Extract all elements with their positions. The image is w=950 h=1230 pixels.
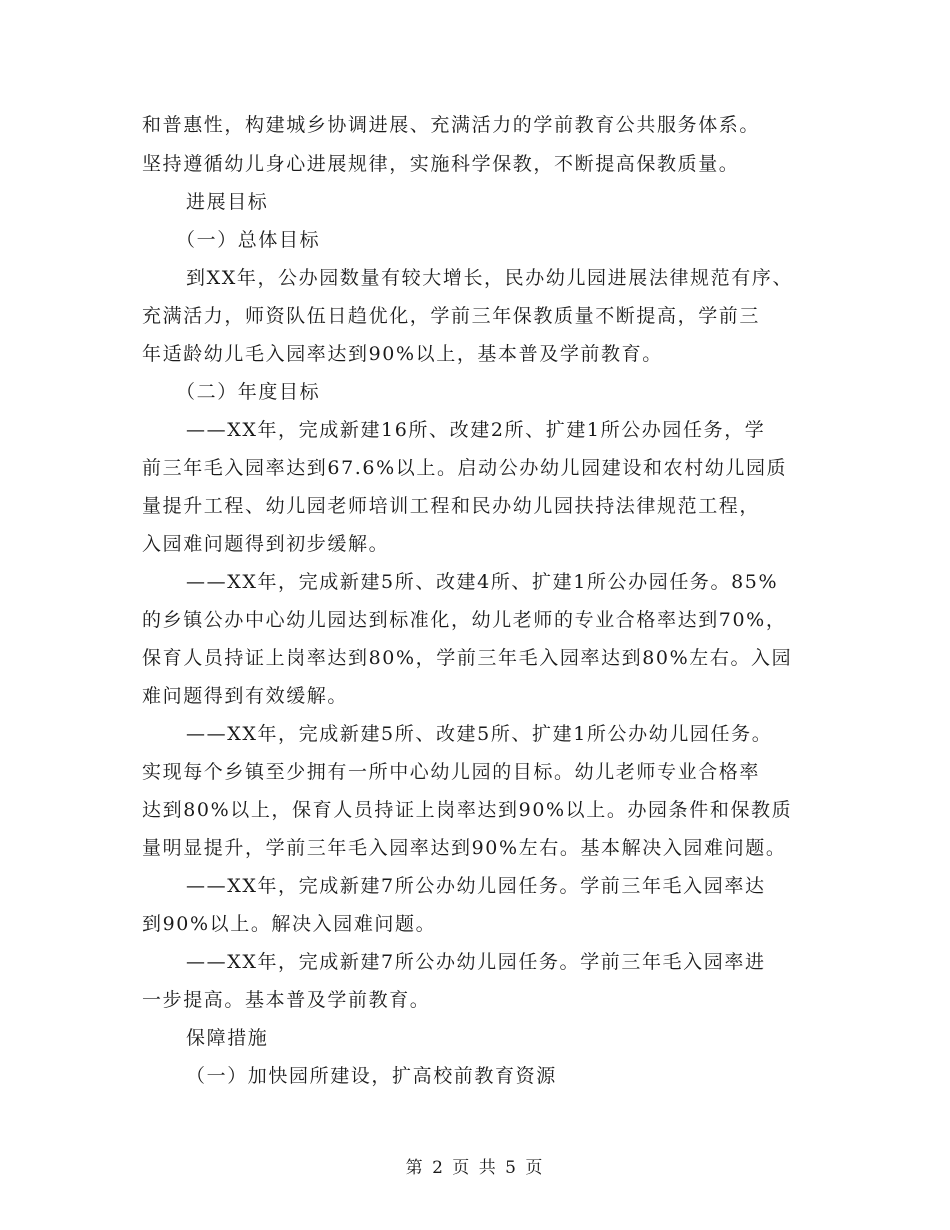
section-heading: 保障措施 bbox=[186, 1027, 269, 1049]
text-line: 坚持遵循幼儿身心进展规律，实施科学保教，不断提高保教质量。 bbox=[142, 153, 740, 175]
text-line: 达到80%以上，保育人员持证上岗率达到90%以上。办园条件和保教质 bbox=[142, 799, 793, 821]
text-line: 保育人员持证上岗率达到80%，学前三年毛入园率达到80%左右。入园 bbox=[142, 647, 793, 669]
text-line: 入园难问题得到初步缓解。 bbox=[142, 533, 390, 555]
text-line: 量明显提升，学前三年毛入园率达到90%左右。基本解决入园难问题。 bbox=[142, 837, 787, 859]
text-line: 和普惠性，构建城乡协调进展、充满活力的学前教育公共服务体系。 bbox=[142, 114, 761, 136]
page-footer: 第 2 页 共 5 页 bbox=[405, 1158, 545, 1178]
text-line: ——XX年，完成新建7所公办幼儿园任务。学前三年毛入园率进 bbox=[186, 951, 766, 973]
text-line: 量提升工程、幼儿园老师培训工程和民办幼儿园扶持法律规范工程， bbox=[142, 495, 761, 517]
text-line: 到XX年，公办园数量有较大增长，民办幼儿园进展法律规范有序、 bbox=[186, 267, 794, 289]
text-line: ——XX年，完成新建5所、改建4所、扩建1所公办园任务。85% bbox=[186, 571, 779, 593]
subsection-heading: （一）加快园所建设，扩高校前教育资源 bbox=[186, 1065, 557, 1087]
text-line: 的乡镇公办中心幼儿园达到标准化，幼儿老师的专业合格率达到70%， bbox=[142, 609, 787, 631]
text-line: 难问题得到有效缓解。 bbox=[142, 685, 349, 707]
text-line: 实现每个乡镇至少拥有一所中心幼儿园的目标。幼儿老师专业合格率 bbox=[142, 761, 761, 783]
text-line: 充满活力，师资队伍日趋优化，学前三年保教质量不断提高，学前三 bbox=[142, 305, 761, 327]
text-line: 到90%以上。解决入园难问题。 bbox=[142, 913, 437, 935]
subsection-heading: （二）年度目标 bbox=[176, 381, 321, 403]
text-line: ——XX年，完成新建5所、改建5所、扩建1所公办幼儿园任务。 bbox=[186, 723, 773, 745]
text-line: ——XX年，完成新建7所公办幼儿园任务。学前三年毛入园率达 bbox=[186, 875, 766, 897]
text-line: 年适龄幼儿毛入园率达到90%以上，基本普及学前教育。 bbox=[142, 343, 663, 365]
subsection-heading: （一）总体目标 bbox=[176, 229, 321, 251]
section-heading: 进展目标 bbox=[186, 191, 269, 213]
text-line: 前三年毛入园率达到67.6%以上。启动公办幼儿园建设和农村幼儿园质 bbox=[142, 457, 788, 479]
text-line: ——XX年，完成新建16所、改建2所、扩建1所公办园任务，学 bbox=[186, 419, 766, 441]
text-line: 一步提高。基本普及学前教育。 bbox=[142, 989, 431, 1011]
